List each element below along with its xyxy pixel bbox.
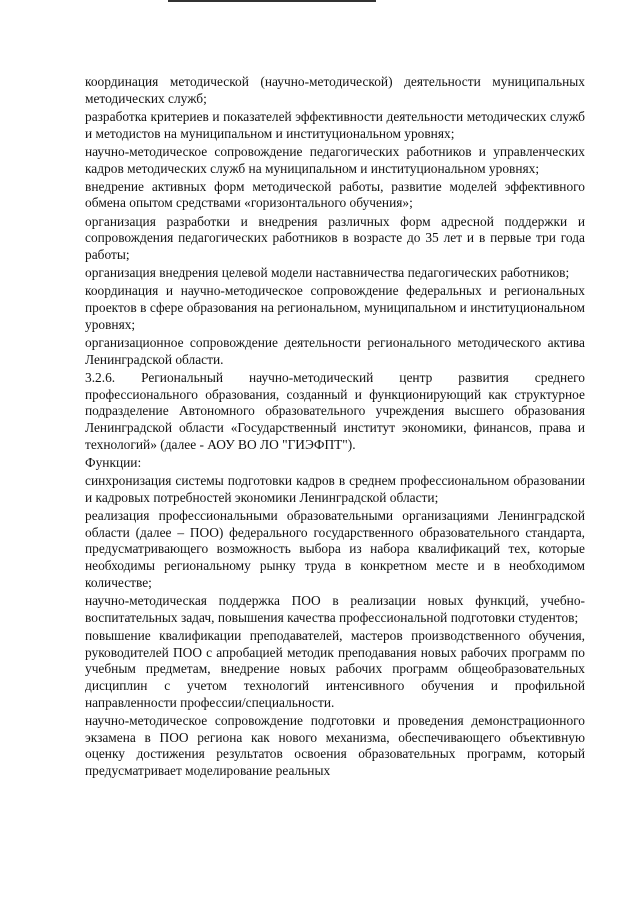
paragraph: синхронизация системы подготовки кадров в среднем профессиональном образовании и кадровых потребностей экономики Ленинградской области; (85, 473, 585, 505)
section-paragraph: 3.2.6. Региональный научно-методический центр развития среднего профессионального образования, созданный и функционирующий как структурное подразделение Автономного образовательного учреждения высшего образования Ленинградской области «Государственный институт экономики, финансов, права и технологий» (далее - АОУ ВО ЛО "ГИЭФПТ"). (85, 369, 585, 452)
paragraph: разработка критериев и показателей эффективности деятельности методических служб и методистов на муниципальном и институциональном уровнях; (85, 108, 585, 141)
paragraph: организация разработки и внедрения различных форм адресной поддержки и сопровождения педагогических работников в возрасте до 35 лет и в первые три года работы; (85, 213, 585, 263)
paragraph: научно-методическое сопровождение подготовки и проведения демонстрационного экзамена в ПОО региона как нового механизма, обеспечивающего объективную оценку достижения результатов освоения образовательных программ, который предусматривает моделирование реальных (85, 713, 585, 779)
top-edge-rule (168, 0, 376, 2)
paragraph: реализация профессиональными образовательными организациями Ленинградской области (далее – ПОО) федерального государственного образовательного стандарта, предусматривающего возможность выбора из набора квалификаций тех, которые необходимы региональному рынку труда в конкретном месте и в необходимом количестве; (85, 508, 585, 590)
paragraph: повышение квалификации преподавателей, мастеров производственного обучения, руководителей ПОО с апробацией методик преподавания новых рабочих программ по учебным предметам, внедрение новых рабочих программ общеобразовательных дисциплин с учетом технологий интенсивного обучения и профильной направленности профессии/специальности. (85, 628, 585, 710)
functions-heading: Функции: (85, 454, 142, 470)
paragraph: координация методической (научно-методической) деятельности муниципальных методических служб; (85, 74, 585, 106)
document-body (85, 74, 585, 781)
paragraph: научно-методическое сопровождение педагогических работников и управленческих кадров методических служб на муниципальном и институциональном уровнях; (85, 143, 585, 176)
paragraph: внедрение активных форм методической работы, развитие моделей эффективного обмена опытом средствами «горизонтального обучения»; (85, 178, 585, 211)
paragraph: координация и научно-методическое сопровождение федеральных и региональных проектов в сфере образования на региональном, муниципальном и институциональном уровнях; (85, 283, 585, 332)
paragraph: организация внедрения целевой модели наставничества педагогических работников; (85, 265, 570, 281)
paragraph: организационное сопровождение деятельности регионального методического актива Ленинградской области. (85, 335, 585, 367)
paragraph: научно-методическая поддержка ПОО в реализации новых функций, учебно-воспитательных задач, повышения качества профессиональной подготовки студентов; (85, 593, 585, 625)
